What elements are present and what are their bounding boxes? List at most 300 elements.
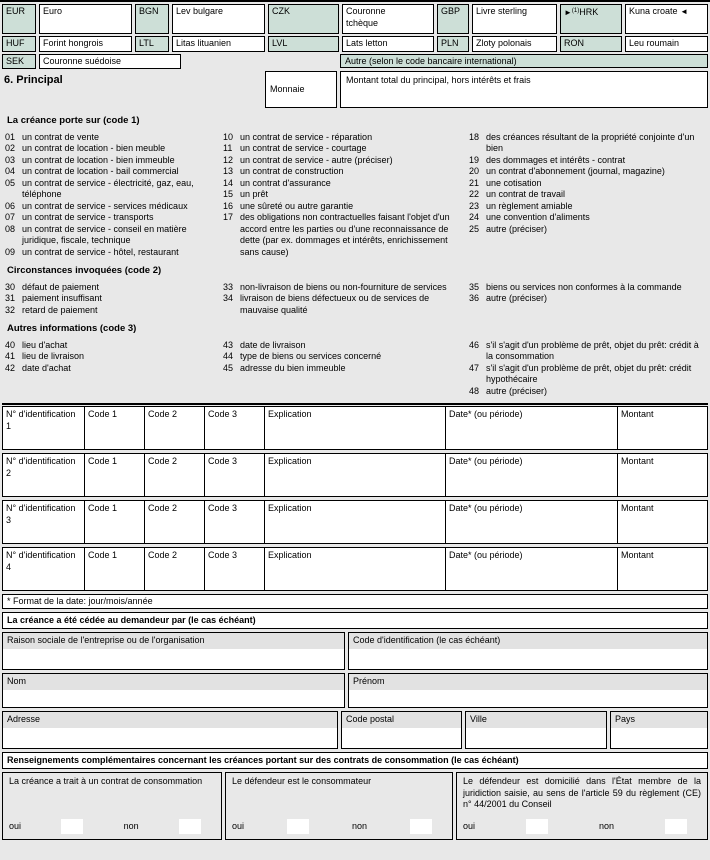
code-item: [223, 282, 469, 294]
non-label: non: [351, 820, 368, 831]
id-number-label: N° d'identification 1: [6, 409, 76, 431]
code-item: [223, 155, 469, 167]
code-item-number: 14: [223, 177, 234, 188]
code-item-number: 13: [223, 166, 234, 176]
nom-input[interactable]: [3, 690, 344, 708]
code-item-text: un contrat de service - courtage: [240, 143, 367, 153]
oui-non-group: [9, 819, 215, 836]
oui-label: oui: [232, 820, 245, 831]
non-label: non: [123, 820, 139, 831]
consommation-section-header: Renseignements complémentaires concernant les créances portant sur des contrats de consommation (le cas échéant): [2, 752, 708, 769]
currency-code-cell: [2, 54, 36, 69]
code-item-number: 18: [469, 131, 480, 142]
currency-code-cell: [135, 4, 169, 34]
currency-code-cell: [560, 36, 622, 52]
question-text: Le défendeur est domicilié dans l'État membre de la juridiction saisie, au sens de l'article 59 du règlement (CE) n° 44/2001 du Conseil: [463, 776, 701, 809]
currency-name-cell: [625, 36, 708, 52]
code-item: [5, 132, 223, 144]
code1-label: Code 1: [88, 409, 118, 419]
non-checkbox[interactable]: [410, 819, 432, 834]
cedee-section-header: La créance a été cédée au demandeur par (le cas échéant): [2, 612, 708, 629]
code-item: [469, 178, 705, 190]
currency-name: Litas lituanien: [176, 38, 232, 48]
id-table-row: [2, 453, 708, 497]
code-item: [5, 305, 223, 317]
date-cell[interactable]: [446, 548, 618, 590]
code-item-number: 17: [223, 212, 234, 222]
currency-name-cell: [472, 4, 557, 34]
code-item: [5, 293, 223, 305]
code-item-number: 21: [469, 177, 480, 188]
nom-label: Nom: [3, 674, 344, 690]
question-text: Le défendeur est le consommateur: [232, 776, 372, 786]
code-item-number: 40: [5, 339, 16, 350]
footnote-marker: (1): [571, 8, 580, 14]
code-item-number: 06: [5, 200, 16, 211]
code-item-text: type de biens ou services concerné: [240, 351, 382, 361]
code-item: [223, 201, 469, 213]
currency-name-cell: [172, 36, 265, 52]
pays-field: [610, 711, 708, 749]
code-item-text: un contrat de travail: [486, 189, 566, 199]
code-identification-input[interactable]: [349, 649, 707, 670]
code-item-text: lieu d'achat: [22, 339, 68, 350]
code-item-text: un contrat de service - électricité, gaz, eau, téléphone: [22, 177, 194, 199]
section-code1: [2, 115, 708, 258]
id-number-cell[interactable]: [3, 454, 85, 496]
code-item-number: 05: [5, 177, 16, 188]
code-item: [469, 340, 705, 363]
code-item: [223, 212, 469, 258]
currency-code: HRK: [579, 7, 599, 17]
id-number-cell[interactable]: [3, 501, 85, 543]
non-checkbox[interactable]: [665, 819, 687, 834]
code-item-text: un contrat de service - autre (préciser): [240, 154, 393, 165]
code-item: [5, 282, 223, 294]
code-item-number: 31: [5, 293, 16, 303]
question-contrat-consommation: [2, 772, 222, 840]
code-item-text: date de livraison: [240, 339, 306, 350]
code-item-text: un contrat de service - transports: [22, 212, 154, 222]
cedee-row-2: [2, 673, 708, 708]
code3-column-3: [469, 340, 705, 398]
code-item: [5, 247, 223, 259]
adresse-label: Adresse: [3, 712, 337, 728]
code-item-text: un contrat de service - services médicaux: [22, 200, 188, 211]
currency-name-cell: [39, 4, 132, 34]
code-item-number: 23: [469, 200, 480, 211]
code-item: [5, 178, 223, 201]
amendment-start-marker-icon: ►: [564, 8, 572, 17]
code-item-text: un contrat de service - réparation: [240, 131, 373, 142]
code-item-text: un contrat de construction: [240, 166, 344, 176]
date-cell[interactable]: [446, 454, 618, 496]
code3-label: Code 3: [208, 503, 238, 513]
code-item-number: 48: [469, 385, 480, 396]
oui-non-group: [463, 819, 701, 836]
code1-label: Code 1: [88, 503, 118, 513]
section-code3: [2, 323, 708, 397]
code-item-text: un règlement amiable: [486, 200, 573, 211]
code-item-number: 03: [5, 154, 16, 165]
explication-label: Explication: [268, 409, 312, 419]
code-item-text: biens ou services non conformes à la commande: [486, 281, 682, 292]
montant-label: Montant: [621, 503, 654, 513]
principal-row: [2, 71, 708, 108]
explication-cell[interactable]: [265, 454, 446, 496]
code3-label: Code 3: [208, 456, 238, 466]
montant-cell[interactable]: [618, 454, 707, 496]
code-item-text: livraison de biens défectueux ou de services de mauvaise qualité: [240, 293, 430, 315]
code1-label: Code 1: [88, 456, 118, 466]
code-item: [469, 212, 705, 224]
currency-name-cell: [625, 4, 708, 34]
code-item: [5, 155, 223, 167]
amendment-end-marker-icon: ◄: [680, 7, 688, 16]
currency-code-cell: [437, 36, 469, 52]
code-item-number: 07: [5, 212, 16, 222]
code-item-text: un contrat d'abonnement (journal, magazine): [486, 166, 665, 176]
code-item: [5, 351, 223, 363]
consommation-row: [2, 772, 708, 840]
raison-sociale-label: Raison sociale de l'entreprise ou de l'organisation: [3, 633, 344, 649]
currency-code-cell: [437, 4, 469, 34]
prenom-input[interactable]: [349, 690, 707, 708]
oui-non-group: [232, 819, 446, 836]
code-item: [223, 143, 469, 155]
cedee-row-1: [2, 632, 708, 670]
monnaie-input-cell[interactable]: [265, 71, 337, 108]
code-item-number: 35: [469, 281, 480, 292]
code-item: [5, 363, 223, 375]
code-item-number: 25: [469, 223, 480, 234]
code-item-text: autre (préciser): [486, 385, 548, 396]
question-text: La créance a trait à un contrat de consommation: [9, 776, 203, 786]
currency-code: CZK: [272, 6, 290, 16]
oui-label: oui: [463, 820, 476, 831]
code-item-text: un contrat de service - hôtel, restaurant: [22, 246, 179, 257]
code-item-number: 24: [469, 212, 480, 222]
code2-cell[interactable]: [145, 548, 205, 590]
currency-name: Euro: [43, 6, 63, 16]
code2-cell[interactable]: [145, 407, 205, 449]
question-defendeur-domicilie: [456, 772, 708, 840]
code1-cell[interactable]: [85, 407, 145, 449]
code3-cell[interactable]: [205, 501, 265, 543]
code-item-text: date d'achat: [22, 362, 71, 373]
code-item-text: un contrat de service - conseil en matière juridique, fiscale, technique: [22, 223, 187, 245]
currency-name: Lev bulgare: [176, 6, 224, 16]
code-item: [469, 189, 705, 201]
code2-column-2: [223, 282, 469, 317]
code-item-number: 30: [5, 281, 16, 292]
id-table-row: [2, 547, 708, 591]
code-item-number: 45: [223, 362, 234, 373]
code-item-text: s'il s'agit d'un problème de prêt, objet du prêt: crédit hypothécaire: [486, 362, 692, 384]
code-item: [5, 224, 223, 247]
code-item-number: 12: [223, 154, 234, 165]
montant-label: Montant: [621, 456, 654, 466]
code2-column-1: [5, 282, 223, 317]
code-item-number: 10: [223, 131, 234, 142]
adresse-field: [2, 711, 338, 749]
currency-code: BGN: [139, 6, 159, 16]
code2-column-3: [469, 282, 705, 317]
date-cell[interactable]: [446, 407, 618, 449]
currency-code: LTL: [139, 38, 154, 48]
code-item-number: 19: [469, 154, 480, 165]
code-item: [223, 340, 469, 352]
code-item-text: un contrat de location - bien meuble: [22, 143, 166, 153]
prenom-field: [348, 673, 708, 708]
currency-name-cell: [39, 54, 181, 69]
code-item-text: une sûreté ou autre garantie: [240, 200, 354, 211]
code-item-number: 16: [223, 200, 234, 211]
code-item-text: un contrat de location - bail commercial: [22, 166, 179, 176]
code1-cell[interactable]: [85, 454, 145, 496]
currency-code: GBP: [441, 6, 461, 16]
code-item-number: 42: [5, 362, 16, 373]
spacer: [184, 54, 337, 69]
currency-code: HUF: [6, 38, 25, 48]
code-item-number: 34: [223, 293, 234, 303]
section-title-principal: 6. Principal: [4, 74, 63, 86]
cedee-row-3: [2, 711, 708, 749]
ville-label: Ville: [466, 712, 606, 728]
section-code1-title: La créance porte sur (code 1): [7, 115, 140, 126]
currency-name-cell: [472, 36, 557, 52]
code3-cell[interactable]: [205, 407, 265, 449]
code-item-number: 47: [469, 362, 480, 373]
code-item-number: 36: [469, 293, 480, 303]
currency-name: Couronne suédoise: [43, 56, 122, 66]
date-label: Date* (ou période): [449, 550, 523, 560]
code1-cell[interactable]: [85, 501, 145, 543]
code-item: [223, 178, 469, 190]
code1-cell[interactable]: [85, 548, 145, 590]
montant-label: Montant: [621, 409, 654, 419]
code-item-text: non-livraison de biens ou non-fourniture de services: [240, 281, 447, 292]
non-checkbox[interactable]: [179, 819, 201, 834]
code-item-text: paiement insuffisant: [22, 293, 102, 303]
code-item: [469, 386, 705, 398]
currency-other-label: Autre (selon le code bancaire international): [345, 56, 517, 66]
montant-label: Montant: [621, 550, 654, 560]
identification-table: [2, 403, 708, 591]
id-number-cell[interactable]: [3, 548, 85, 590]
prenom-label: Prénom: [349, 674, 707, 690]
code-item-text: des obligations non contractuelles faisant l'objet d'un accord entre les parties ou d'une reconnaissance de dette (par ex. dommages et intérêts, enrichissement sans cause): [240, 212, 450, 257]
code3-cell[interactable]: [205, 454, 265, 496]
currency-code-cell: [2, 4, 36, 34]
explication-label: Explication: [268, 550, 312, 560]
code-item-number: 09: [5, 246, 16, 257]
id-table-row: [2, 500, 708, 544]
currency-code: PLN: [441, 38, 459, 48]
code-item: [469, 166, 705, 178]
code2-label: Code 2: [148, 550, 178, 560]
code2-cell[interactable]: [145, 454, 205, 496]
date-cell[interactable]: [446, 501, 618, 543]
adresse-input[interactable]: [3, 728, 337, 749]
non-label: non: [598, 820, 615, 831]
code1-column-2: [223, 132, 469, 259]
code-identification-field: [348, 632, 708, 670]
currency-legend-row-1: [2, 4, 708, 34]
currency-code-cell: [268, 36, 339, 52]
currency-code-cell: [2, 36, 36, 52]
monnaie-label: Monnaie: [270, 83, 305, 94]
montant-total-label: Montant total du principal, hors intérêts et frais: [346, 75, 531, 85]
code-item-text: un contrat d'assurance: [240, 177, 331, 188]
montant-cell[interactable]: [618, 407, 707, 449]
id-number-label: N° d'identification 2: [6, 456, 76, 478]
currency-name-cell: [342, 4, 434, 34]
montant-cell[interactable]: [618, 548, 707, 590]
explication-label: Explication: [268, 503, 312, 513]
code-item-number: 15: [223, 189, 234, 199]
section-code2: [2, 265, 708, 316]
code1-column-1: [5, 132, 223, 259]
explication-cell[interactable]: [265, 548, 446, 590]
code-item-number: 46: [469, 339, 480, 350]
raison-sociale-input[interactable]: [3, 649, 344, 670]
code3-column-1: [5, 340, 223, 398]
id-number-label: N° d'identification 4: [6, 550, 76, 572]
code-item: [223, 132, 469, 144]
currency-name: Lats letton: [346, 38, 388, 48]
oui-checkbox[interactable]: [526, 819, 548, 834]
code-item-number: 08: [5, 223, 16, 234]
code-item-text: lieu de livraison: [22, 351, 85, 361]
code-item: [5, 212, 223, 224]
code-postal-input[interactable]: [342, 728, 461, 749]
currency-other-bar: [340, 54, 708, 68]
code-item-number: 22: [469, 189, 480, 199]
code-item-text: s'il s'agit d'un problème de prêt, objet du prêt: crédit à la consommation: [486, 339, 699, 361]
code-identification-label: Code d'identification (le cas échéant): [349, 633, 707, 649]
code3-label: Code 3: [208, 409, 238, 419]
code2-label: Code 2: [148, 409, 178, 419]
code-item-text: adresse du bien immeuble: [240, 362, 346, 373]
code2-label: Code 2: [148, 456, 178, 466]
code-item: [223, 351, 469, 363]
code1-label: Code 1: [88, 550, 118, 560]
currency-code: RON: [564, 38, 584, 48]
id-number-label: N° d'identification 3: [6, 503, 76, 525]
code-item-text: une cotisation: [486, 177, 542, 188]
code-item-text: autre (préciser): [486, 293, 548, 303]
code-item: [5, 340, 223, 352]
explication-cell[interactable]: [265, 407, 446, 449]
code-item: [223, 189, 469, 201]
code-item-text: des créances résultant de la propriété conjointe d'un bien: [486, 131, 695, 153]
code-item: [5, 166, 223, 178]
oui-checkbox[interactable]: [61, 819, 83, 834]
currency-name-cell: [39, 36, 132, 52]
nom-field: [2, 673, 345, 708]
currency-legend-row-3: [2, 54, 708, 69]
code-item-text: un prêt: [240, 189, 269, 199]
code-item-number: 32: [5, 304, 16, 315]
currency-code-cell: [135, 36, 169, 52]
date-format-note: * Format de la date: jour/mois/année: [2, 594, 708, 609]
code-item-text: un contrat de vente: [22, 131, 100, 142]
code-postal-field: [341, 711, 462, 749]
date-label: Date* (ou période): [449, 503, 523, 513]
code-item-number: 41: [5, 351, 16, 361]
code-item: [469, 155, 705, 167]
currency-code-cell: [560, 4, 622, 34]
code2-label: Code 2: [148, 503, 178, 513]
date-label: Date* (ou période): [449, 409, 523, 419]
code-item: [469, 293, 705, 305]
currency-name: Forint hongrois: [43, 38, 104, 48]
code-item-number: 33: [223, 281, 234, 292]
section-code2-title: Circonstances invoquées (code 2): [7, 265, 162, 276]
raison-sociale-field: [2, 632, 345, 670]
id-table-row: [2, 406, 708, 450]
code-item: [469, 224, 705, 236]
code-item-text: une convention d'aliments: [486, 212, 590, 222]
code-item-text: autre (préciser): [486, 223, 548, 234]
currency-code: LVL: [272, 38, 288, 48]
code-item-number: 44: [223, 351, 234, 361]
currency-legend-row-2: [2, 36, 708, 52]
currency-name-cell: [172, 4, 265, 34]
id-number-cell[interactable]: [3, 407, 85, 449]
code-item: [469, 363, 705, 386]
code3-cell[interactable]: [205, 548, 265, 590]
code-item-text: des dommages et intérêts - contrat: [486, 154, 626, 165]
code-item-text: défaut de paiement: [22, 281, 100, 292]
montant-total-input-cell[interactable]: [340, 71, 708, 108]
pays-label: Pays: [611, 712, 707, 728]
code-item-number: 43: [223, 339, 234, 350]
code3-column-2: [223, 340, 469, 398]
code-item-number: 02: [5, 143, 16, 153]
explication-cell[interactable]: [265, 501, 446, 543]
pays-input[interactable]: [611, 728, 707, 749]
currency-name: Kuna croate: [629, 6, 678, 16]
code-item: [469, 132, 705, 155]
currency-name: Couronne tchèque: [346, 6, 386, 28]
code-item-number: 11: [223, 143, 233, 153]
currency-name: Leu roumain: [629, 38, 680, 48]
code-item: [223, 293, 469, 316]
code-item: [223, 166, 469, 178]
currency-code-cell: [268, 4, 339, 34]
code-item-number: 04: [5, 166, 16, 176]
code-item: [469, 282, 705, 294]
montant-cell[interactable]: [618, 501, 707, 543]
code-item: [5, 143, 223, 155]
code2-cell[interactable]: [145, 501, 205, 543]
oui-checkbox[interactable]: [287, 819, 309, 834]
code3-label: Code 3: [208, 550, 238, 560]
question-defendeur-consommateur: [225, 772, 453, 840]
code-item-text: un contrat de location - bien immeuble: [22, 154, 175, 165]
ville-input[interactable]: [466, 728, 606, 749]
code-item-text: retard de paiement: [22, 304, 98, 315]
currency-name-cell: [342, 36, 434, 52]
code-item: [5, 201, 223, 213]
date-label: Date* (ou période): [449, 456, 523, 466]
oui-label: oui: [9, 820, 22, 831]
currency-name: Livre sterling: [476, 6, 528, 16]
code-item: [223, 363, 469, 375]
currency-code: SEK: [6, 56, 25, 66]
